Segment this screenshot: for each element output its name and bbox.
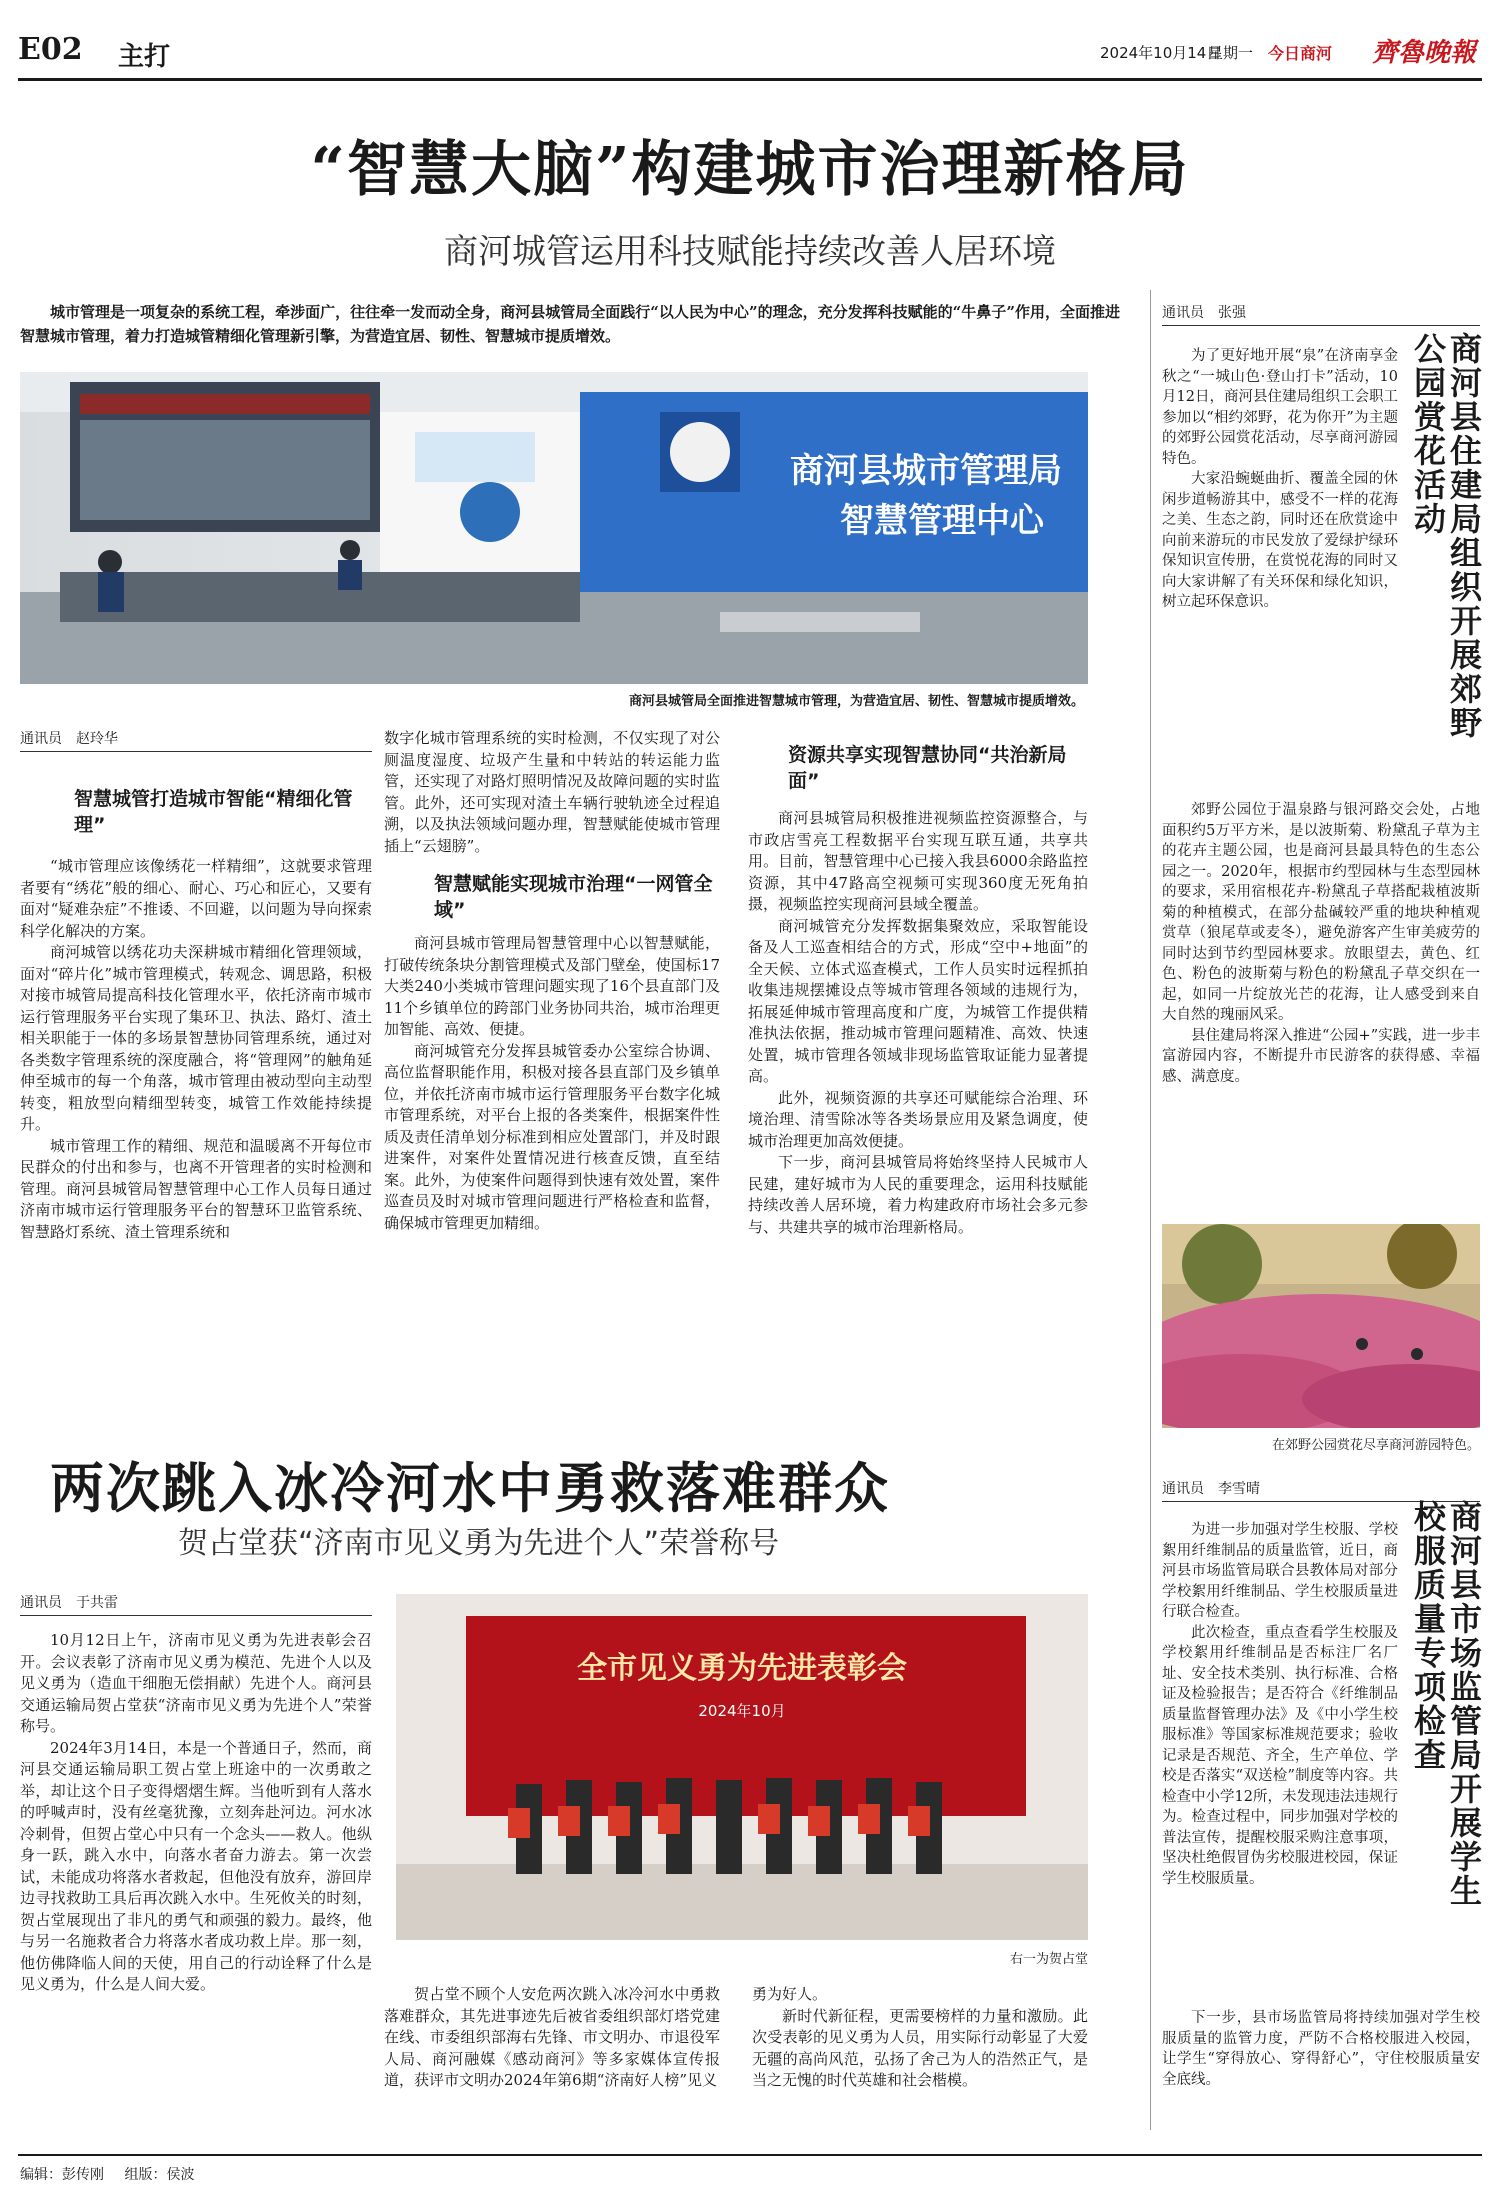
paragraph: 下一步，县市场监管局将持续加强对学生校服质量的监管力度，严防不合格校服进入校园，让学生“穿得放心、穿得舒心”，守住校服质量安全底线。 [1162,2010,1480,2088]
page-code: E02 [18,32,83,67]
article1-photo [20,372,1088,684]
paragraph: 为了更好地开展“泉”在济南享金秋之“一城山色·登山打卡”活动，10月12日，商河县住建局组织工会职工参加以“相约郊野，花为你开”为主题的郊野公园赏花活动，尽享商河游园特色。 [1162,348,1398,467]
issue-weekday: 星期一 [1208,44,1254,62]
article1-col3-subhead: 资源共享实现智慧协同“共治新局面” [788,744,1067,792]
command-center-photo [20,372,1088,684]
article1-subtitle: 商河城管运用科技赋能持续改善人居环境 [444,232,1056,272]
article1-title: “智慧大脑”构建城市治理新格局 [310,135,1190,205]
column-divider [1150,290,1151,2130]
article1-lead-text: 城市管理是一项复杂的系统工程，牵涉面广，往往牵一发而动全身，商河县城管局全面践行“以人民为中心”的理念，充分发挥科技赋能的“牛鼻子”作用，全面推进智慧城市管理，着力打造城管精细化管理新引擎，为营造宜居、韧性、智慧城市提质增效。 [20,303,1120,345]
article2-byline: 通讯员 张强 [1162,302,1480,326]
article1-photo-caption: 商河县城管局全面推进智慧城市管理，为营造宜居、韧性、智慧城市提质增效。 [628,694,1084,709]
paragraph: 郊野公园位于温泉路与银河路交会处，占地面积约5万平方米，是以波斯菊、粉黛乱子草为主的花卉主题公园，也是商河县最具特色的生态公园之一。2020年，根据市约型园林与生态型园林的要求，采用宿根花卉-粉黛乱子草搭配栽植波斯菊的种植模式，在部分盐碱较严重的地块种植观赏草（狼尾草或麦冬），避免游客产生审美疲劳的同时达到节约型园林要求。放眼望去，黄色、红色、粉色的波斯菊与粉色的粉黛乱子草交织在一起，如同一片绽放光芒的花海，让人感受到来自大自然的瑰丽风采。 [1162,802,1480,1023]
paragraph: 商河城管以绣花功夫深耕城市精细化管理领域，面对“碎片化”城市管理模式，转观念、调思路，积极对接市城管局提高科技化管理水平，依托济南市城市运行管理服务平台实现了集环卫、执法、路灯、渣土相关职能于一体的多场景智慧协同管理系统，通过对各类数字管理系统的深度融合，将“管理网”的触角延伸至城市的每一个角落，城市管理由被动型向主动型转变，粗放型向精细型转变，城管工作效能持续提升。 [20,943,372,1133]
banner-date: 2024年10月 [698,1702,786,1720]
banner-title: 全市见义勇为先进表彰会 [577,1651,907,1686]
paragraph: 此外，视频资源的共享还可赋能综合治理、环境治理、清雪除冰等各类场景应用及紧急调度，使城市治理更加高效便捷。 [748,1088,1088,1150]
masthead-logo: 齊魯晚報 [1372,38,1477,68]
paragraph: 城市管理工作的精细、规范和温暖离不开每位市民群众的付出和参与，也离不开管理者的实时检测和管理。商河县城管局智慧管理中心工作人员每日通过济南市城市运行管理服务平台的智慧环卫监管系统、智慧路灯系统、渣土管理系统和 [20,1136,372,1241]
paragraph: 下一步，商河县城管局将始终坚持人民城市人民建，建好城市为人民的重要理念，运用科技赋能持续改善人居环境，着力构建政府市场社会多元参与、共建共享的城市治理新格局。 [748,1153,1088,1236]
paragraph: 商河城管充分发挥县城管委办公室综合协调、高位监督职能作用，积极对接各县直部门及乡镇单位，并依托济南市城市运行管理服务平台数字化城市管理系统，对平台上报的各类案件，根据案件性质及责任清单划分标准到相应处置部门，并及时跟进案件，对案件处置情况进行核查反馈，直至结案。此外，为使案件问题得到快速有效处置，案件巡查员及时对城市管理问题进行严格检查和监督，确保城市管理更加精细。 [384,1041,720,1232]
article4-body [1162,1520,1398,1889]
article2-photo-caption: 在郊野公园赏花尽享商河游园特色。 [1271,1438,1480,1453]
article1-col1-body [20,856,372,1243]
article1-col2 [384,728,720,1234]
article1-col3 [748,742,1088,1238]
photo-sign-main: 商河县城市管理局 [790,451,1062,491]
paragraph: 大家沿蜿蜒曲折、覆盖全园的休闲步道畅游其中，感受不一样的花海之美、生态之韵，同时还在欣赏途中向前来游玩的市民发放了爱绿护绿环保知识宣传册，在赏悦花海的同时又向大家讲解了有关环保和绿化知识，树立起环保意识。 [1162,471,1398,610]
paragraph: 商河县城管局积极推进视频监控资源整合，与市政店雪亮工程数据平台实现互联互通，共享共用。目前，智慧管理中心已接入我县6000余路监控资源，其中47路高空视频可实现360度无死角拍摄，视频监控实现商河县域全覆盖。 [748,809,1088,913]
article1-col2-body-a [384,728,720,857]
footer [20,2164,194,2184]
paragraph: 10月12日上午，济南市见义勇为先进表彰会召开。会议表彰了济南市见义勇为模范、先进个人以及见义勇为（造血干细胞无偿捐献）先进个人。商河县交通运输局贺占堂获“济南市见义勇为先进个人”荣誉称号。 [20,1631,372,1735]
article1-byline: 通讯员 赵玲华 [20,728,372,752]
photo-sign-sub: 智慧管理中心 [840,501,1044,541]
paragraph: 贺占堂不顾个人安危两次跳入冰冷河水中勇救落难群众，其先进事迹先后被省委组织部灯塔党建在线、市委组织部海右先锋、市文明办、市退役军人局、商河融媒《感动商河》等多家媒体宣传报道，获评市文明办2024年第6期“济南好人榜”见义 [384,1985,720,2089]
issue-date: 2024年10月14日 [1100,44,1222,62]
article2-photo [1162,1224,1480,1428]
article2-body [1162,346,1398,613]
article1-col3-body [748,808,1088,1238]
article3-col1 [20,1630,372,1996]
article1-col2-subhead: 智慧赋能实现城市治理“一网管全域” [434,873,713,921]
article3-col3 [752,1984,1088,2092]
article3-subtitle: 贺占堂获“济南市见义勇为先进个人”荣誉称号 [178,1526,780,1561]
article4-body-wide [1162,2008,1480,2090]
flower-field-photo [1162,1224,1480,1428]
paragraph: 县住建局将深入推进“公园+”实践，进一步丰富游园内容，不断提升市民游客的获得感、幸福感、满意度。 [1162,1027,1480,1085]
page-header [18,30,1482,76]
award-ceremony-photo [396,1594,1088,1940]
footer-designer: 组版：侯波 [124,2167,195,2183]
article2-title: 商河县住建局组织开展郊野公园赏花活动 [1409,332,1483,740]
edition-name: 今日商河 [1268,44,1333,63]
paragraph: 数字化城市管理系统的实时检测，不仅实现了对公厕温度湿度、垃圾产生量和中转站的转运能力监管，还实现了对路灯照明情况及故障问题的实时监管。此外，还可实现对渣土车辆行驶轨迹全过程追溯，以及执法领域问题办理，智慧赋能使城市管理插上“云翅膀”。 [384,729,720,855]
footer-rule [18,2154,1482,2156]
paragraph: 商河城管充分发挥数据集聚效应，采取智能设备及人工巡查相结合的方式，形成“空中+地面”的全天候、立体式巡查模式，工作人员实时远程抓拍收集违规摆摊设点等城市管理各领域的违规行为，拓展延伸城市管理高度和广度，为城管工作提供精准执法依据，推动城市管理问题精准、高效、快速处置，城市管理各领域非现场监管取证能力显著提高。 [748,916,1088,1085]
paragraph: “城市管理应该像绣花一样精细”，这就要求管理者要有“绣花”般的细心、耐心、巧心和匠心，又要有面对“疑难杂症”不推诿、不回避，以问题为导向探索科学化解决的方案。 [20,857,372,940]
article3-photo-caption: 右一为贺占堂 [1009,1952,1088,1967]
article1-col1 [20,786,372,1243]
article3-title: 两次跳入冰冷河水中勇救落难群众 [50,1456,890,1520]
footer-editor: 编辑：彭传刚 [20,2167,104,2183]
article3-photo [396,1594,1088,1940]
article1-col1-subhead: 智慧城管打造城市智能“精细化管理” [74,788,353,836]
article1-lead [20,300,1120,348]
article4-byline: 通讯员 李雪晴 [1162,1478,1480,1502]
header-rule [18,78,1482,81]
paragraph: 此次检查，重点查看学生校服及学校絮用纤维制品是否标注厂名厂址、安全技术类别、执行标准、合格证及检验报告；是否符合《纤维制品质量监督管理办法》及《中小学生校服标准》等国家标准规范要求；验收记录是否规范、齐全，生产单位、学校是否落实“双送检”制度等内容。共检查中小学12所，未发现违法违规行为。检查过程中，同步加强对学校的普法宣传，提醒校服采购注意事项，坚决杜绝假冒伪劣校服进校园，保证学生校服质量。 [1162,1624,1398,1887]
article3-col2 [384,1984,720,2092]
article4-title: 商河县市场监管局开展学生校服质量专项检查 [1409,1500,1483,1908]
paragraph: 勇为好人。 [752,1985,828,2003]
paragraph: 2024年3月14日，本是一个普通日子，然而，商河县交通运输局职工贺占堂上班途中的一次勇敢之举，却让这个日子变得熠熠生辉。当他听到有人落水的呼喊声时，没有丝毫犹豫，立刻奔赴河边。河水冰冷刺骨，但贺占堂心中只有一个念头——救人。他纵身一跃，跳入水中，向落水者奋力游去。第一次尝试，未能成功将落水者救起，但他没有放弃，游回岸边寻找救助工具后再次跳入水中。生死攸关的时刻，贺占堂展现出了非凡的勇气和顽强的毅力。最终，他与另一名施救者合力将落水者成功救上岸。那一刻，他仿佛降临人间的天使，用自己的行动诠释了什么是见义勇为，什么是人间大爱。 [20,1738,372,1993]
article3-byline: 通讯员 于共雷 [20,1592,372,1616]
article2-body-wide [1162,800,1480,1087]
article1-col2-body-b [384,933,720,1234]
paragraph: 新时代新征程，更需要榜样的力量和激励。此次受表彰的见义勇为人员，用实际行动彰显了大爱无疆的高尚风范，弘扬了舍己为人的浩然正气，是当之无愧的时代英雄和社会楷模。 [752,2006,1088,2089]
paragraph: 为进一步加强对学生校服、学校絮用纤维制品的质量监管，近日，商河县市场监管局联合县教体局对部分学校絮用纤维制品、学生校服质量进行联合检查。 [1162,1522,1398,1620]
paragraph: 商河县城市管理局智慧管理中心以智慧赋能，打破传统条块分割管理模式及部门壁垒，使国标17大类240小类城市管理问题实现了16个县直部门及11个乡镇单位的跨部门业务协同共治，城市治理更加智能、高效、便捷。 [384,934,720,1038]
section-name: 主打 [118,42,171,72]
